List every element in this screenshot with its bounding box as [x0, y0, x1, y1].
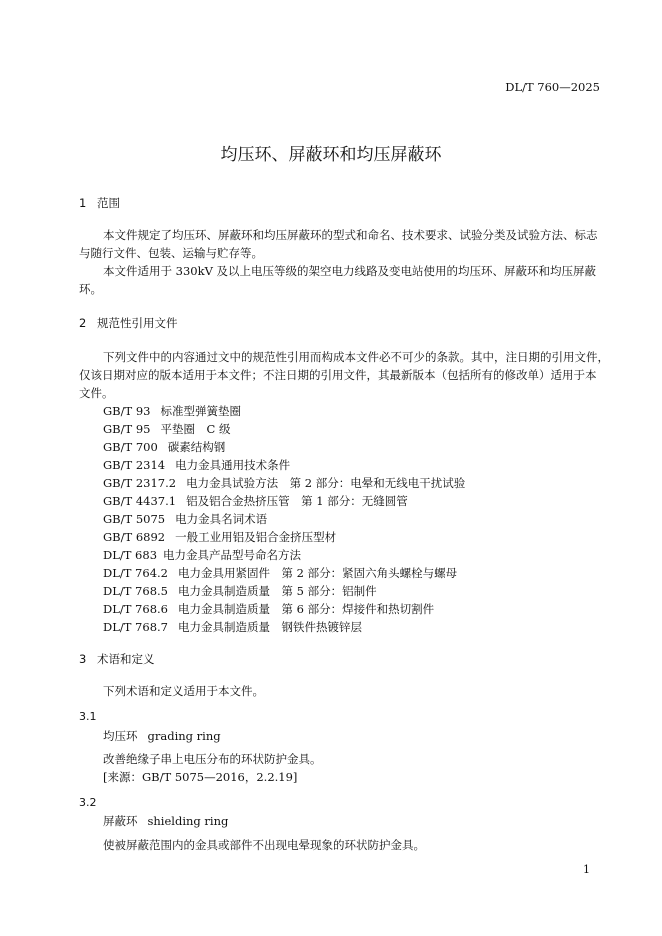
reference-code: GB/T 2317.2: [103, 476, 177, 490]
reference-item: [103, 475, 465, 491]
section-3-intro: 下列术语和定义适用于本文件。: [103, 684, 264, 698]
reference-code: GB/T 700: [103, 440, 158, 454]
term-number: 3.2: [79, 796, 97, 809]
term-chinese: 屏蔽环: [103, 814, 138, 828]
reference-title: 一般工业用铝及铝合金挤压型材: [175, 530, 337, 544]
reference-title: 平垫圈 C 级: [160, 422, 231, 436]
term-source: [来源：GB/T 5075—2016，2.2.19]: [103, 770, 298, 784]
section-1-number: 1: [79, 196, 87, 210]
reference-item: [103, 529, 336, 545]
reference-title: 碳素结构钢: [167, 440, 226, 454]
section-2-title: 规范性引用文件: [97, 316, 178, 330]
reference-code: GB/T 2314: [103, 458, 166, 472]
reference-title: 标准型弹簧垫圈: [160, 404, 241, 418]
section-1-heading: [79, 195, 120, 211]
reference-code: DL/T 768.7: [103, 620, 168, 634]
reference-title: 电力金具制造质量 第 6 部分：焊接件和热切割件: [177, 602, 435, 616]
term-definition: 使被屏蔽范围内的金具或部件不出现电晕现象的环状防护金具。: [103, 838, 425, 852]
term-chinese: 均压环: [103, 729, 138, 743]
reference-item: [103, 511, 267, 527]
reference-code: DL/T 768.6: [103, 602, 168, 616]
section-2-para-line-2: 仅该日期对应的版本适用于本文件；不注日期的引用文件，其最新版本（包括所有的修改单）适用于本: [79, 368, 597, 382]
section-1-para-1-line-1: 本文件规定了均压环、屏蔽环和均压屏蔽环的型式和命名、技术要求、试验分类及试验方法、标志: [103, 228, 598, 242]
reference-code: GB/T 4437.1: [103, 494, 177, 508]
section-1-title: 范围: [97, 196, 120, 210]
reference-item: [103, 421, 230, 437]
reference-item: [103, 565, 457, 581]
section-2-number: 2: [79, 316, 87, 330]
term-heading: [103, 813, 228, 829]
section-2-para-line-1: 下列文件中的内容通过文中的规范性引用而构成本文件必不可少的条款。其中，注日期的引用文件，: [103, 350, 609, 364]
document-title: 均压环、屏蔽环和均压屏蔽环: [220, 145, 442, 165]
term-heading: [103, 728, 221, 744]
section-1-para-2-line-2: 环。: [79, 282, 102, 296]
section-3-number: 3: [79, 652, 87, 666]
reference-item: [103, 601, 434, 617]
reference-item: [103, 403, 241, 419]
reference-code: GB/T 5075: [103, 512, 166, 526]
section-3-heading: [79, 651, 155, 667]
term-english: grading ring: [147, 729, 221, 743]
reference-title: 电力金具通用技术条件: [175, 458, 291, 472]
reference-item: [103, 493, 408, 509]
reference-item: [103, 583, 377, 599]
reference-title: 电力金具制造质量 钢铁件热镀锌层: [177, 620, 362, 634]
section-1-para-2-line-1: 本文件适用于 330kV 及以上电压等级的架空电力线路及变电站使用的均压环、屏蔽环和均压屏蔽: [103, 264, 597, 278]
reference-title: 电力金具制造质量 第 5 部分：铝制件: [177, 584, 377, 598]
reference-code: GB/T 93: [103, 404, 151, 418]
reference-item: [103, 439, 225, 455]
page-number: 1: [583, 863, 590, 876]
reference-code: GB/T 95: [103, 422, 151, 436]
reference-item: [103, 457, 290, 473]
term-english: shielding ring: [147, 814, 229, 828]
reference-code: GB/T 6892: [103, 530, 166, 544]
reference-title: 电力金具试验方法 第 2 部分：电晕和无线电干扰试验: [186, 476, 466, 490]
section-2-heading: [79, 315, 178, 331]
document-code: DL/T 760—2025: [505, 80, 600, 94]
reference-item: [103, 547, 301, 563]
section-3-title: 术语和定义: [97, 652, 155, 666]
term-definition: 改善绝缘子串上电压分布的环状防护金具。: [103, 752, 322, 766]
reference-title: 电力金具用紧固件 第 2 部分：紧固六角头螺栓与螺母: [177, 566, 458, 580]
reference-code: DL/T 764.2: [103, 566, 168, 580]
reference-item: [103, 619, 362, 635]
section-2-para-line-3: 文件。: [79, 386, 114, 400]
reference-code: DL/T 768.5: [103, 584, 168, 598]
reference-title: 电力金具产品型号命名方法: [163, 548, 302, 562]
reference-title: 铝及铝合金热挤压管 第 1 部分：无缝圆管: [186, 494, 408, 508]
reference-title: 电力金具名词术语: [175, 512, 268, 526]
reference-code: DL/T 683: [103, 548, 158, 562]
term-number: 3.1: [79, 710, 97, 723]
section-1-para-1-line-2: 与随行文件、包装、运输与贮存等。: [79, 246, 263, 260]
